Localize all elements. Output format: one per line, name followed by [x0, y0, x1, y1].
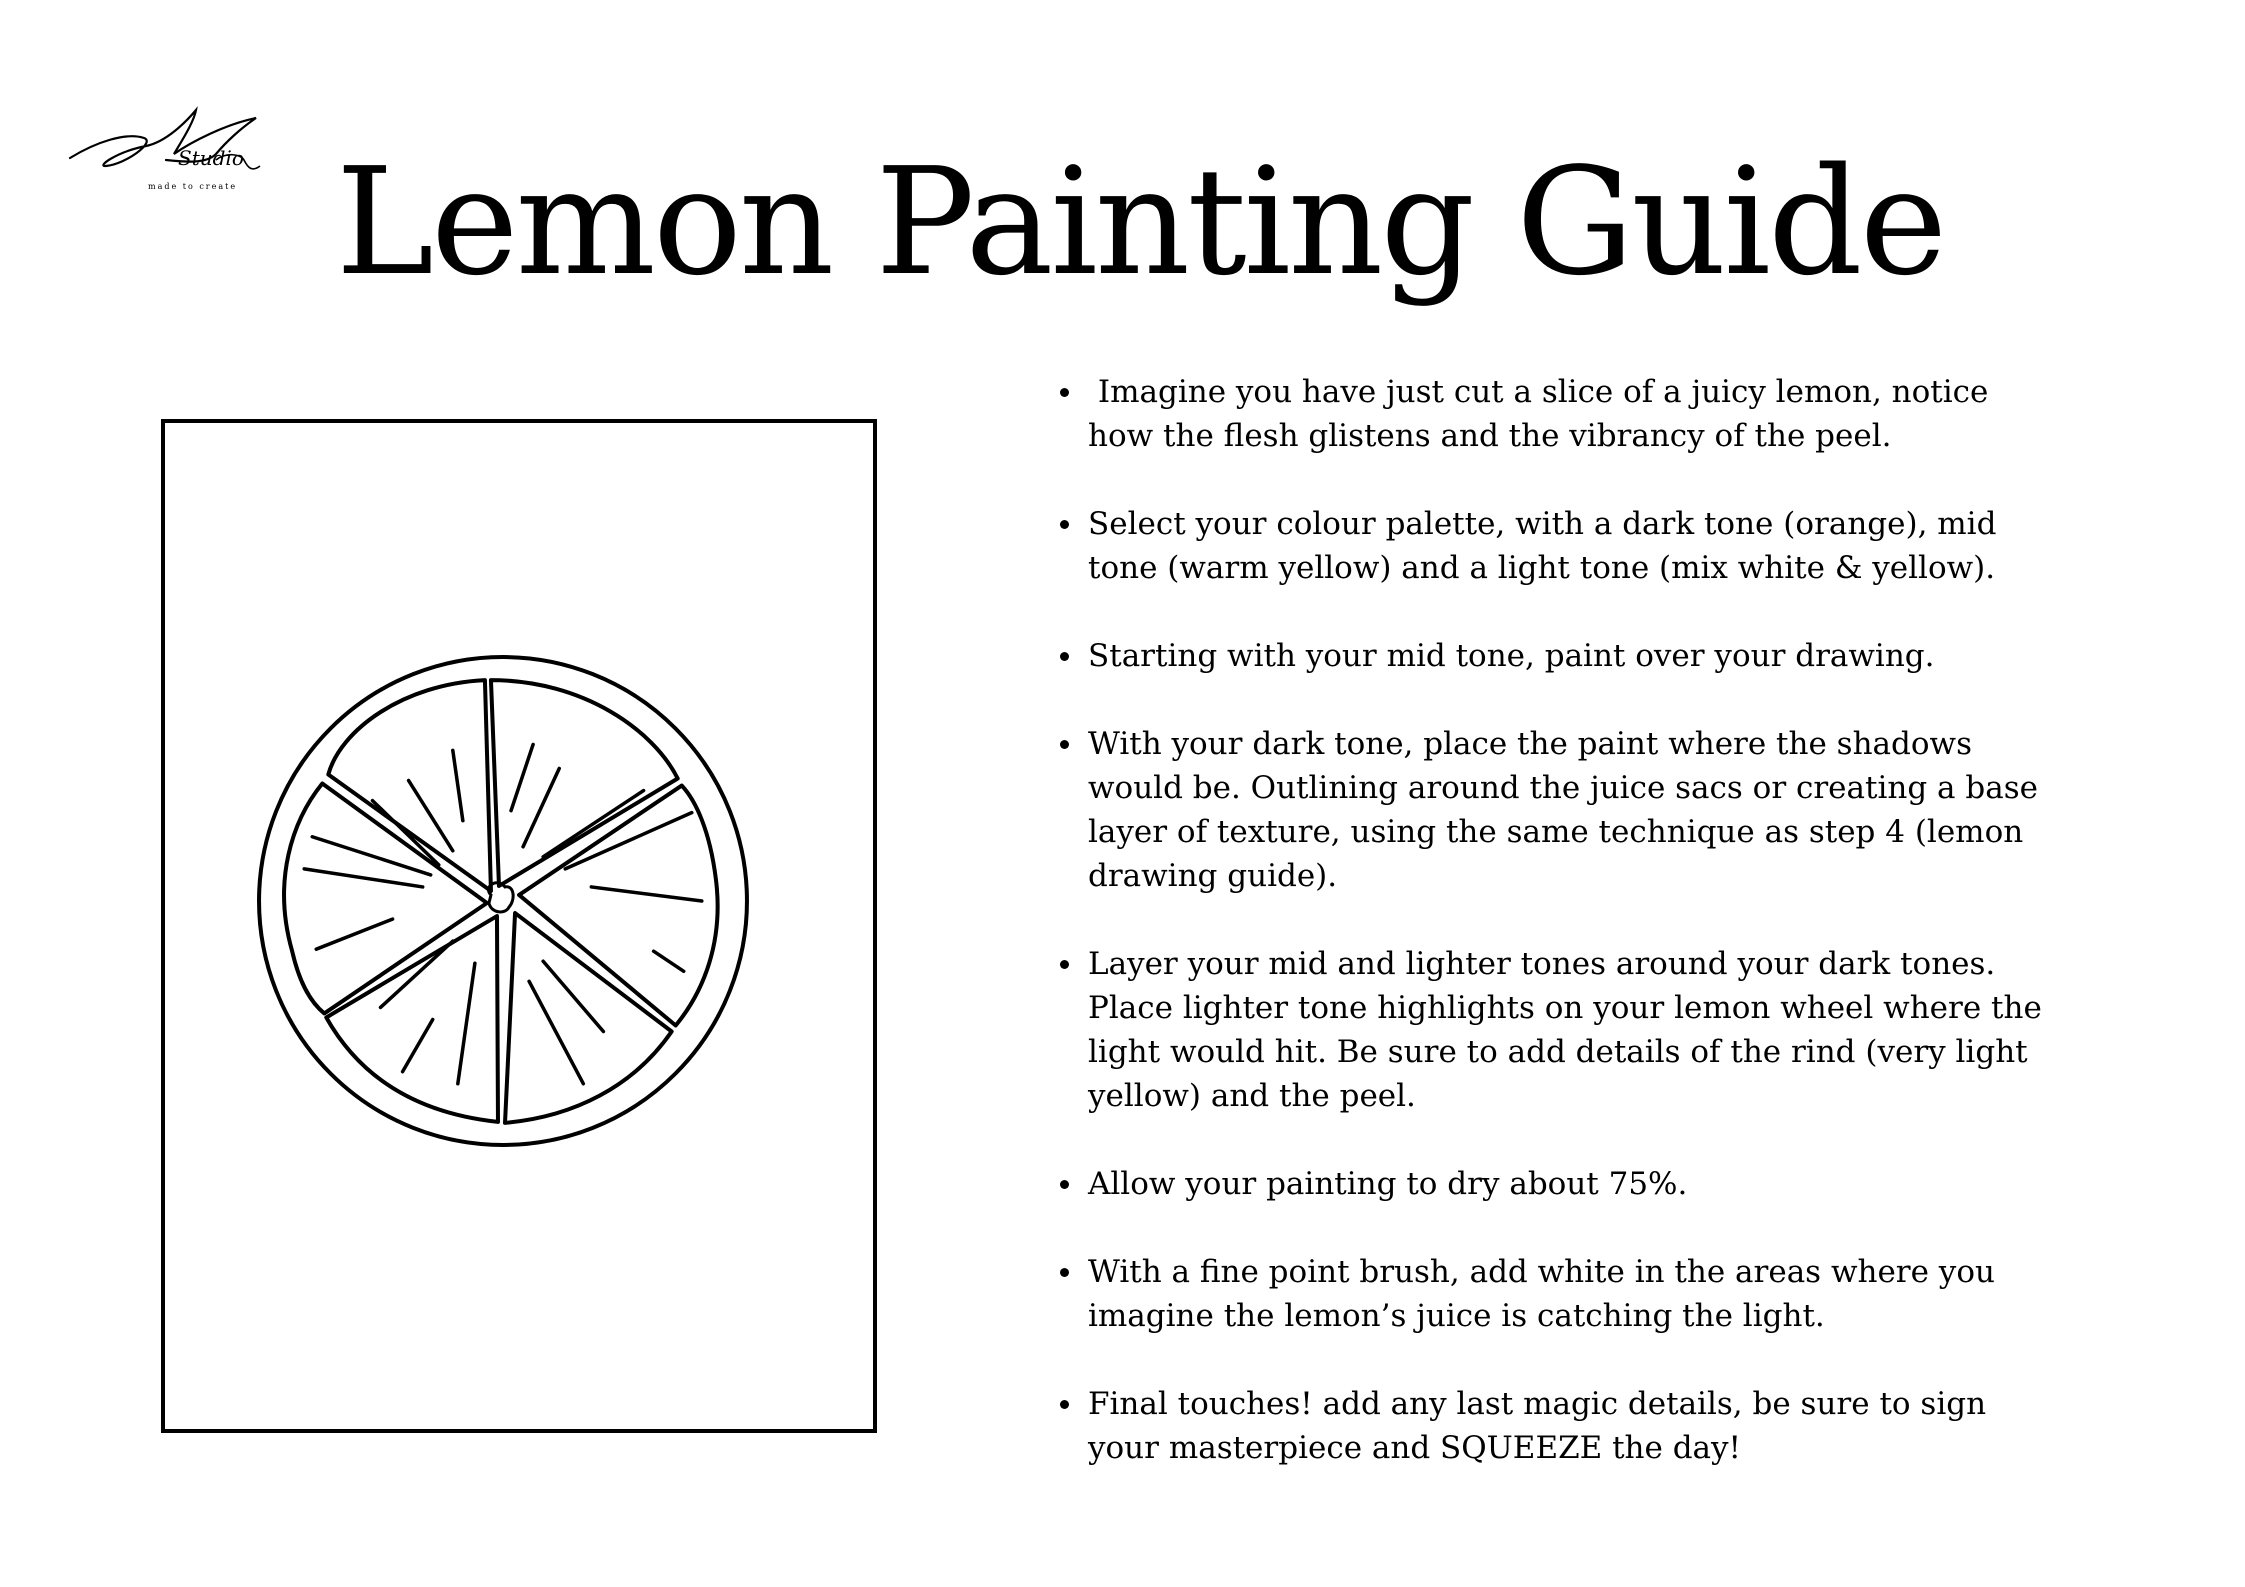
bullet-icon: [1060, 1180, 1069, 1189]
bullet-icon: [1060, 960, 1069, 969]
lemon-slice-line-drawing-icon: [252, 650, 754, 1152]
step-item: [1060, 722, 2060, 898]
step-item: [1060, 634, 2060, 678]
step-item: [1060, 502, 2060, 590]
bullet-icon: [1060, 740, 1069, 749]
bullet-icon: [1060, 1400, 1069, 1409]
step-item: [1060, 370, 2060, 458]
step-text: Starting with your mid tone, paint over your drawing.: [1088, 638, 1935, 674]
step-text: Layer your mid and lighter tones around your dark tones. Place lighter tone highlights on your lemon wheel where the light would hit. Be sure to add details of the rind (very light yellow) and the peel.: [1088, 946, 2052, 1114]
page-title: Lemon Painting Guide: [335, 136, 1945, 308]
bullet-icon: [1060, 1268, 1069, 1277]
step-item: [1060, 1162, 2060, 1206]
bullet-icon: [1060, 388, 1069, 397]
step-text: Final touches! add any last magic details, be sure to sign your masterpiece and SQUEEZE the day!: [1088, 1386, 1996, 1466]
step-text: Imagine you have just cut a slice of a juicy lemon, notice how the flesh glistens and the vibrancy of the peel.: [1088, 374, 1999, 454]
bullet-icon: [1060, 520, 1069, 529]
logo-tagline: made to create: [148, 182, 238, 191]
logo-script-text: Studio: [178, 146, 244, 170]
step-text: Allow your painting to dry about 75%.: [1088, 1166, 1688, 1202]
step-text: With a fine point brush, add white in the areas where you imagine the lemon’s juice is catching the light.: [1088, 1254, 2005, 1334]
step-item: [1060, 942, 2060, 1118]
step-item: [1060, 1382, 2060, 1470]
step-list: [1060, 370, 2060, 1514]
step-text: Select your colour palette, with a dark tone (orange), mid tone (warm yellow) and a light tone (mix white & yellow).: [1088, 506, 2007, 586]
step-text: With your dark tone, place the paint where the shadows would be. Outlining around the juice sacs or creating a base layer of texture, using the same technique as step 4 (lemon drawing guide).: [1088, 726, 2048, 894]
step-item: [1060, 1250, 2060, 1338]
bullet-icon: [1060, 652, 1069, 661]
